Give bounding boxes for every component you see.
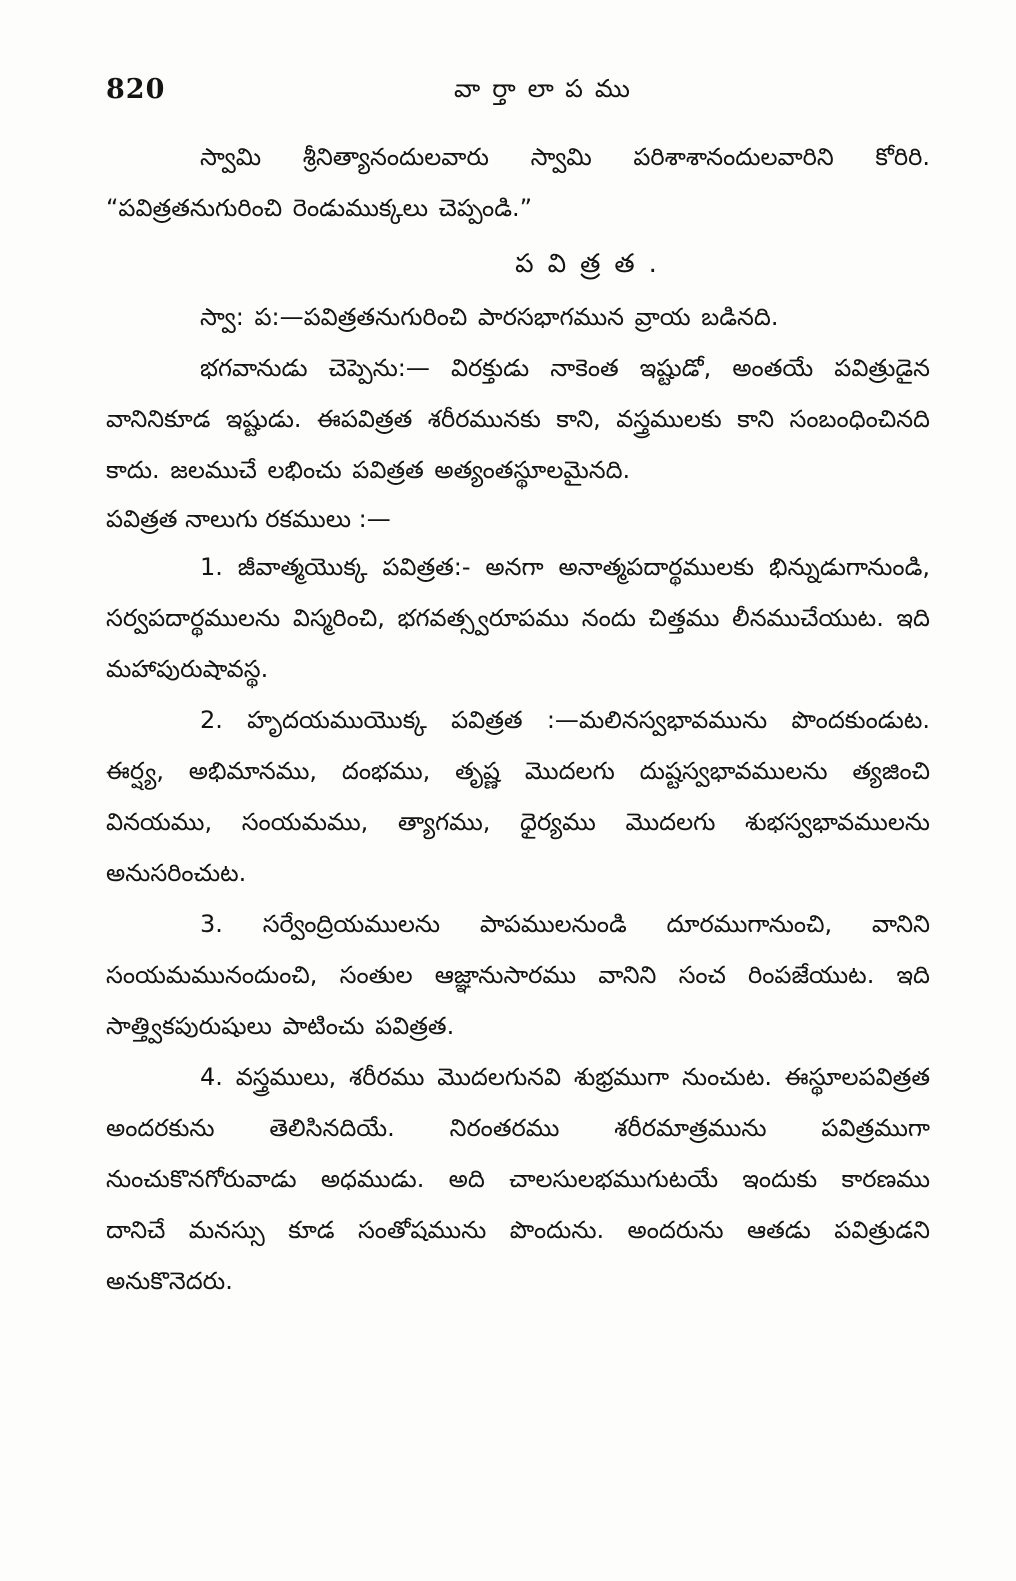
list-item-4: 4. వస్త్రములు, శరీరము మొదలగునవి శుభ్రముగా నుంచుట. ఈస్థూలపవిత్రత అందరకును తెలిసినదియే. నిరంతరము శరీరమాత్రమును పవిత్రముగా నుంచుకొనగోరువాడు అధముడు. అది చాలసులభముగుటయే ఇందుకు కారణము దానిచే మనస్సు కూడ సంతోషమును పొందును. అందరును ఆతడు పవిత్రుడని అనుకొనెదరు.	[106, 1063, 930, 1295]
bhagavan-paragraph: భగవానుడు చెప్పెను:— విరక్తుడు నాకెంత ఇష్టుడో, అంతయే పవిత్రుడైన వానినికూడ ఇష్టుడు. ఈపవిత్రత శరీరమునకు కాని, వస్త్రములకు కాని సంబంధించినది కాదు. జలముచే లభించు పవిత్రత అత్యంతస్థూలమైనది.	[106, 354, 930, 484]
running-title: వార్తాలాపము	[454, 74, 642, 103]
intro-paragraph: స్వామి శ్రీనిత్యానందులవారు స్వామి పరిశాశానందులవారిని కోరిరి. “పవిత్రతనుగురించి రెండుముక్కలు చెప్పండి.”	[106, 143, 930, 222]
list-item-3: 3. సర్వేంద్రియములను పాపములనుండి దూరముగానుంచి, వానిని సంయమమునందుంచి, సంతుల ఆజ్ఞానుసారము వానిని సంచ రింపజేయుట. ఇది సాత్త్వికపురుషులు పాటించు పవిత్రత.	[106, 910, 930, 1040]
types-heading: పవిత్రత నాలుగు రకములు :—	[106, 505, 391, 533]
list-item-2: 2. హృదయముయొక్క పవిత్రత :—మలినస్వభావమును పొందకుండుట. ఈర్ష్య, అభిమానము, దంభము, తృష్ణ మొదలగు దుష్టస్వభావములను త్యజించి వినయము, సంయమము, త్యాగము, ధైర్యము మొదలగు శుభస్వభావములను అనుసరించుట.	[106, 706, 930, 887]
list-item-1: 1. జీవాత్మయొక్క పవిత్రత:- అనగా అనాత్మపదార్థములకు భిన్నుడుగానుండి, సర్వపదార్థములను విస్మరించి, భగవత్స్వరూపము నందు చిత్తము లీనముచేయుట. ఇది మహాపురుషావస్థ.	[106, 553, 930, 683]
page-number: 820	[106, 74, 166, 105]
page-header	[106, 60, 930, 110]
answer-paragraph: స్వా: ప:—పవిత్రతనుగురించి పారసభాగమున వ్రాయ బడినది.	[200, 303, 779, 331]
section-heading: పవిత్రత.	[515, 249, 671, 279]
